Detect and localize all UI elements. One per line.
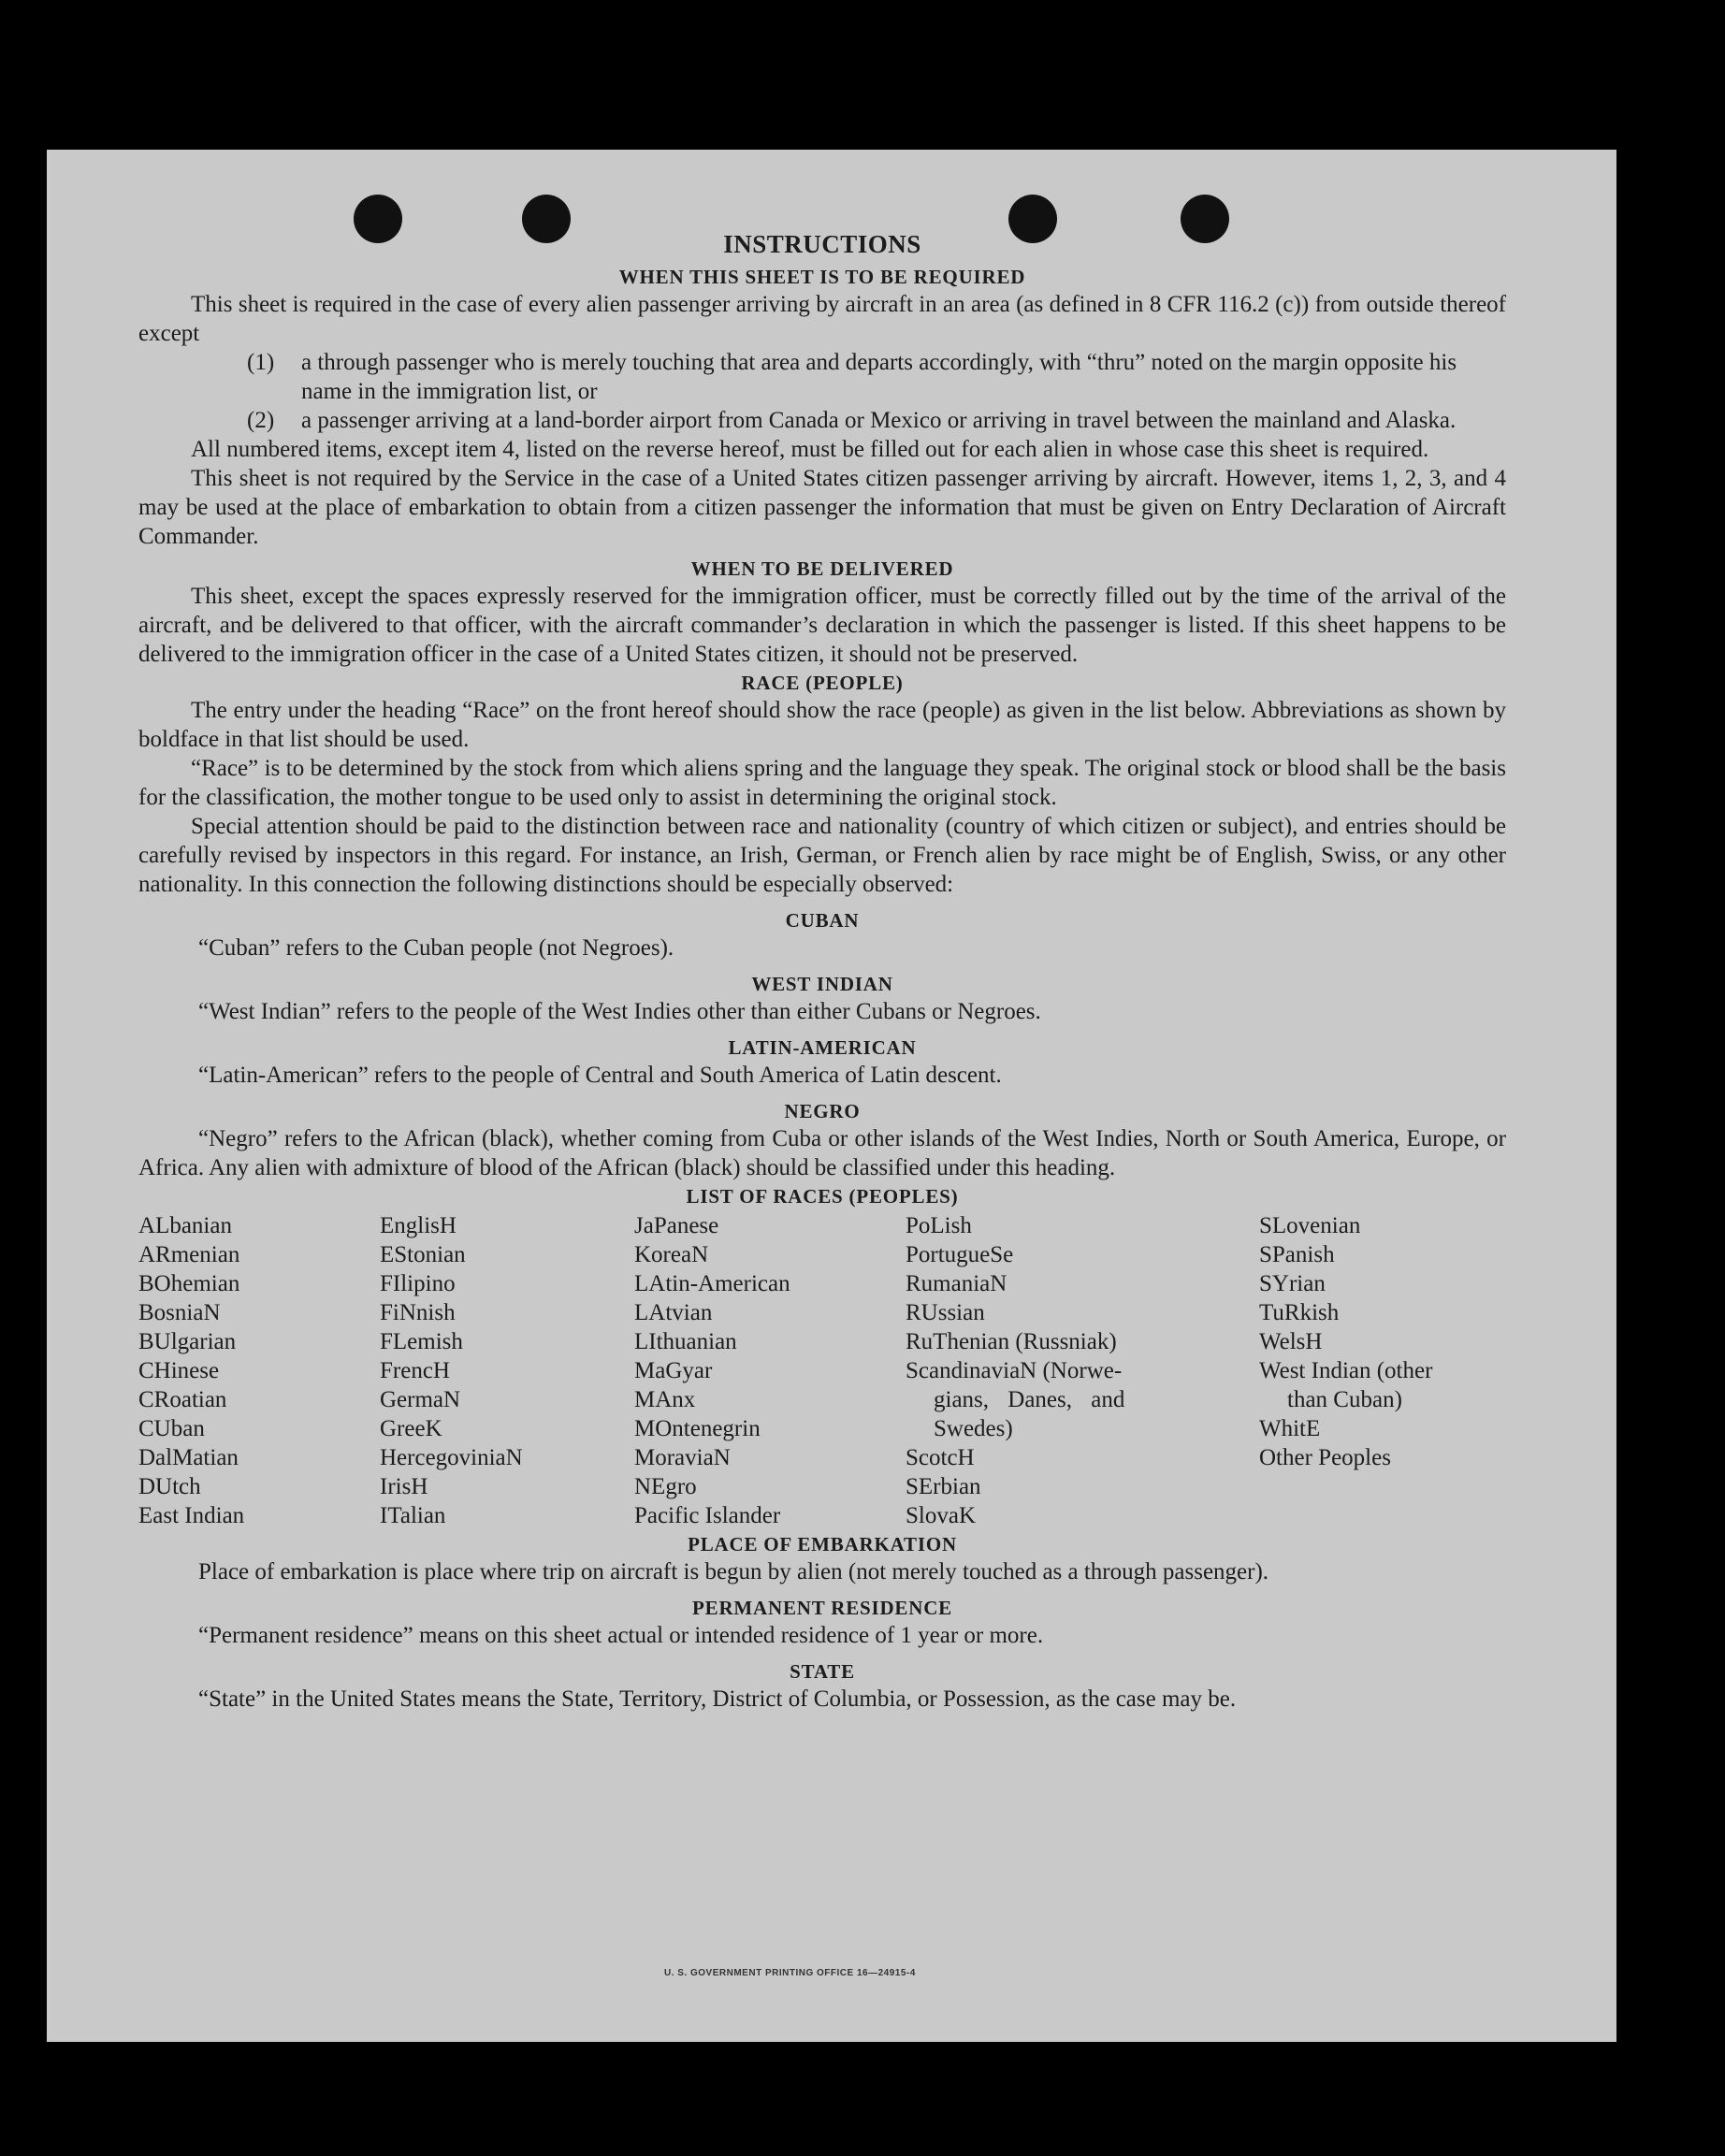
- race-item: CUban: [138, 1416, 205, 1441]
- race-item: MOntenegrin: [634, 1416, 761, 1441]
- race-item: FrencH: [380, 1358, 450, 1383]
- race-item: WhitE: [1259, 1416, 1321, 1441]
- list-item: [138, 406, 1506, 435]
- race-column: [1259, 1211, 1506, 1530]
- item-text: a through passenger who is merely touching that area and departs accordingly, with “thru” noted on the margin opposite his name in the immigration list, or: [301, 350, 1457, 404]
- race-item: CRoatian: [138, 1387, 227, 1412]
- instructions-content: [138, 230, 1506, 1714]
- race-item: LAtvian: [634, 1300, 713, 1325]
- race-item: LAtin-American: [634, 1271, 790, 1296]
- race-item: MoraviaN: [634, 1445, 731, 1470]
- race-item: BUlgarian: [138, 1329, 237, 1354]
- paragraph: “Latin-American” refers to the people of Central and South America of Latin descent.: [198, 1063, 1002, 1088]
- race-item: PoLish: [906, 1213, 972, 1238]
- item-number: (2): [247, 408, 275, 433]
- race-item: BOhemian: [138, 1271, 240, 1296]
- paragraph: This sheet is required in the case of every alien passenger arriving by aircraft in an area (as defined in 8 CFR 116.2 (c)) from outside thereof except: [138, 292, 1506, 346]
- race-item: ScotcH: [906, 1445, 975, 1470]
- section-heading-cuban: CUBAN: [785, 909, 860, 932]
- section-heading-embarkation: PLACE OF EMBARKATION: [688, 1533, 957, 1556]
- paragraph: Place of embarkation is place where trip on aircraft is begun by alien (not merely touched as a through passenger).: [198, 1559, 1269, 1584]
- list-item: [138, 348, 1506, 406]
- section-heading-permanent-residence: PERMANENT RESIDENCE: [692, 1597, 952, 1619]
- race-item: RuThenian (Russniak): [906, 1329, 1117, 1354]
- paragraph: All numbered items, except item 4, listed on the reverse hereof, must be filled out for each alien in whose case this sheet is required.: [191, 437, 1429, 462]
- race-item: WelsH: [1259, 1329, 1323, 1354]
- race-item: BosniaN: [138, 1300, 221, 1325]
- paragraph: Special attention should be paid to the distinction between race and nationality (country of which citizen or subject), and entries should be carefully revised by inspectors in this regard. For instance, an Irish, German, or French alien by race might be of English, Swiss, or any other nationality. In this connection the following distinctions should be especially observed:: [138, 814, 1506, 897]
- race-item: MAnx: [634, 1387, 696, 1412]
- section-heading-state: STATE: [790, 1660, 855, 1683]
- race-item: LIthuanian: [634, 1329, 737, 1354]
- race-item: GreeK: [380, 1416, 442, 1441]
- race-item: FiNnish: [380, 1300, 456, 1325]
- race-item: than Cuban): [1287, 1387, 1402, 1412]
- race-item: ScandinaviaN (Norwe-: [906, 1358, 1123, 1383]
- paragraph: “West Indian” refers to the people of the West Indies other than either Cubans or Negroes.: [198, 999, 1041, 1024]
- race-item: SlovaK: [906, 1503, 976, 1528]
- race-item: FIlipino: [380, 1271, 456, 1296]
- race-item: SPanish: [1259, 1242, 1335, 1267]
- race-column: [634, 1211, 906, 1530]
- race-item: MaGyar: [634, 1358, 713, 1383]
- section-heading-when-required: WHEN THIS SHEET IS TO BE REQUIRED: [618, 266, 1026, 288]
- printer-imprint: U. S. GOVERNMENT PRINTING OFFICE 16—24915-4: [664, 1968, 916, 1978]
- section-heading-list-of-races: LIST OF RACES (PEOPLES): [686, 1185, 959, 1208]
- race-item: HercegoviniaN: [380, 1445, 523, 1470]
- race-list: [138, 1211, 1506, 1530]
- paragraph: “Negro” refers to the African (black), whether coming from Cuba or other islands of the West Indies, North or South America, Europe, or Africa. Any alien with admixture of blood of the African (black) should be classified under this heading.: [138, 1126, 1506, 1180]
- race-item: PortugueSe: [906, 1242, 1014, 1267]
- item-text: a passenger arriving at a land-border airport from Canada or Mexico or arriving in travel between the mainland and Alaska.: [301, 408, 1457, 433]
- race-item: ITalian: [380, 1503, 446, 1528]
- race-item: ARmenian: [138, 1242, 240, 1267]
- race-item: CHinese: [138, 1358, 220, 1383]
- paragraph: The entry under the heading “Race” on the front hereof should show the race (people) as given in the list below. Abbreviations as shown by boldface in that list should be used.: [138, 698, 1506, 752]
- paragraph: “State” in the United States means the State, Territory, District of Columbia, or Possession, as the case may be.: [198, 1686, 1237, 1712]
- race-item: SLovenian: [1259, 1213, 1361, 1238]
- race-item: Other Peoples: [1259, 1445, 1391, 1470]
- race-item: SYrian: [1259, 1271, 1326, 1296]
- paragraph: “Permanent residence” means on this sheet actual or intended residence of 1 year or more.: [198, 1623, 1044, 1648]
- section-heading-when-delivered: WHEN TO BE DELIVERED: [690, 557, 954, 580]
- document-sheet: [47, 150, 1616, 2042]
- race-item: FLemish: [380, 1329, 463, 1354]
- race-item: IrisH: [380, 1474, 428, 1499]
- section-heading-latin-american: LATIN-AMERICAN: [728, 1036, 917, 1059]
- item-number: (1): [247, 350, 275, 375]
- section-heading-west-indian: WEST INDIAN: [751, 973, 893, 995]
- race-item: NEgro: [634, 1474, 697, 1499]
- race-item: TuRkish: [1259, 1300, 1340, 1325]
- race-item: RumaniaN: [906, 1271, 1007, 1296]
- race-item: Swedes): [934, 1416, 1013, 1441]
- race-item: DUtch: [138, 1474, 201, 1499]
- race-column: [138, 1211, 380, 1530]
- race-item: ALbanian: [138, 1213, 232, 1238]
- race-column: [380, 1211, 634, 1530]
- race-item: SErbian: [906, 1474, 981, 1499]
- page-title: INSTRUCTIONS: [723, 230, 921, 258]
- race-item: DalMatian: [138, 1445, 239, 1470]
- paragraph: “Race” is to be determined by the stock from which aliens spring and the language they speak. The original stock or blood shall be the basis for the classification, the mother tongue to be used only to assist in determining the original stock.: [138, 756, 1506, 810]
- race-item: gians, Danes, and: [934, 1387, 1125, 1412]
- race-item: West Indian (other: [1259, 1358, 1433, 1383]
- section-heading-negro: NEGRO: [784, 1100, 861, 1122]
- race-item: KoreaN: [634, 1242, 709, 1267]
- race-column: [906, 1211, 1259, 1530]
- race-item: GermaN: [380, 1387, 461, 1412]
- race-item: RUssian: [906, 1300, 985, 1325]
- paragraph: This sheet, except the spaces expressly reserved for the immigration officer, must be correctly filled out by the time of the arrival of the aircraft, and be delivered to that officer, with the aircraft commander’s declaration in which the passenger is listed. If this sheet happens to be delivered to the immigration officer in the case of a United States citizen, it should not be preserved.: [138, 584, 1506, 667]
- paragraph: “Cuban” refers to the Cuban people (not Negroes).: [198, 935, 674, 961]
- race-item: East Indian: [138, 1503, 245, 1528]
- section-heading-race: RACE (PEOPLE): [741, 672, 904, 694]
- race-item: EnglisH: [380, 1213, 457, 1238]
- paragraph: This sheet is not required by the Service in the case of a United States citizen passenger arriving by aircraft. However, items 1, 2, 3, and 4 may be used at the place of embarkation to obtain from a citizen passenger the information that must be given on Entry Declaration of Aircraft Commander.: [138, 466, 1506, 549]
- race-item: JaPanese: [634, 1213, 719, 1238]
- race-item: EStonian: [380, 1242, 466, 1267]
- race-item: Pacific Islander: [634, 1503, 781, 1528]
